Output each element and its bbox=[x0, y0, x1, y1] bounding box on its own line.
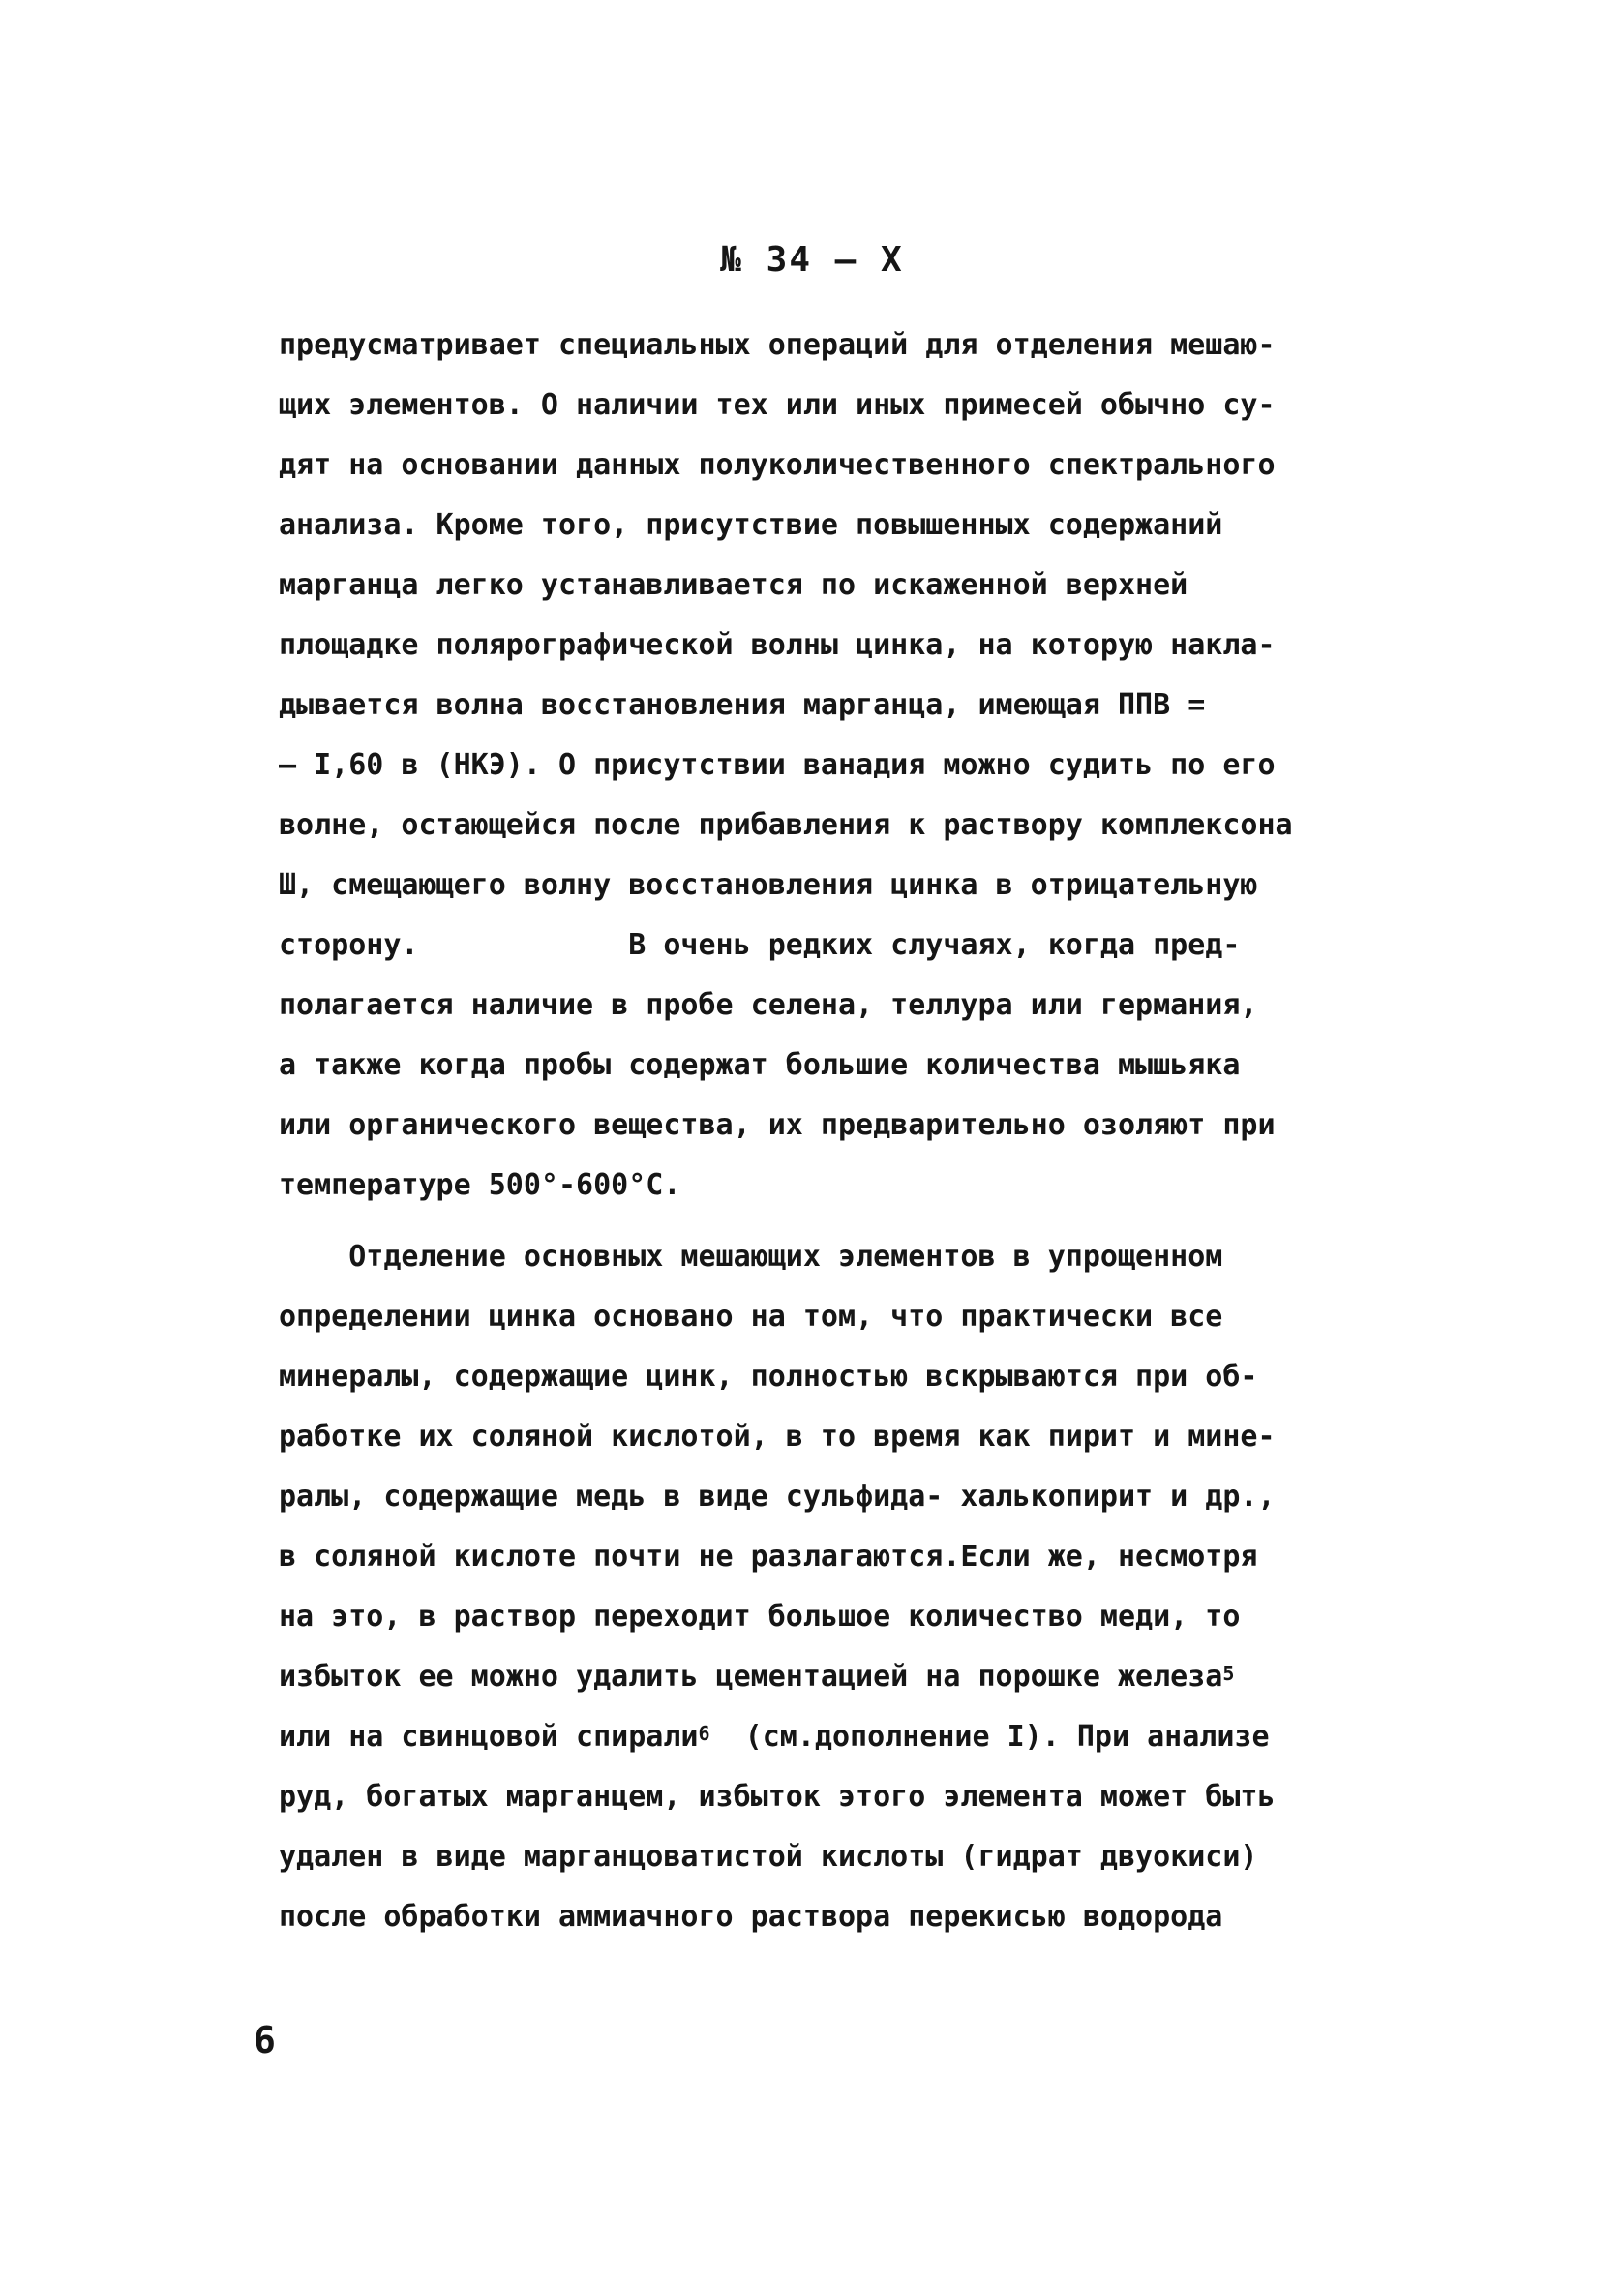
text-line: ралы, содержащие медь в виде сульфида- халькопирит и др., bbox=[279, 1480, 1276, 1514]
text-line: волне, остающейся после прибавления к раствору комплексона bbox=[279, 808, 1293, 842]
line-text: избыток ее можно удалить цементацией на порошке железа bbox=[279, 1660, 1223, 1694]
footnote-ref: 6 bbox=[698, 1722, 710, 1745]
body-text bbox=[279, 316, 1363, 1947]
text-line: предусматривает специальных операций для отделения мешаю- bbox=[279, 328, 1276, 362]
footnote-ref: 5 bbox=[1222, 1662, 1235, 1685]
text-line: работке их соляной кислотой, в то время как пирит и мине- bbox=[279, 1420, 1276, 1454]
text-line: после обработки аммиачного раствора перекисью водорода bbox=[279, 1900, 1223, 1934]
text-line: в соляной кислоте почти не разлагаются.Если же, несмотря bbox=[279, 1540, 1258, 1574]
text-line: температуре 500°-600°С. bbox=[279, 1168, 681, 1202]
text-line: марганца легко устанавливается по искаженной верхней bbox=[279, 568, 1188, 602]
text-line: или органического вещества, их предварительно озоляют при bbox=[279, 1108, 1276, 1142]
text-line: на это, в раствор переходит большое количество меди, то bbox=[279, 1600, 1241, 1634]
line-text: или на свинцовой спирали bbox=[279, 1720, 699, 1754]
text-line: Ш, смещающего волну восстановления цинка в отрицательную bbox=[279, 868, 1258, 902]
text-line: удален в виде марганцоватистой кислоты (гидрат двуокиси) bbox=[279, 1840, 1258, 1874]
text-line: полагается наличие в пробе селена, теллура или германия, bbox=[279, 988, 1258, 1022]
text-line: минералы, содержащие цинк, полностью вскрываются при об- bbox=[279, 1360, 1258, 1394]
document-number-header: № 34 – X bbox=[720, 240, 904, 280]
line-text-tail: (см.дополнение I). При анализе bbox=[709, 1720, 1270, 1754]
page-number: 6 bbox=[254, 2019, 276, 2061]
text-line: Отделение основных мешающих элементов в упрощенном bbox=[279, 1240, 1223, 1274]
text-line: – I,60 в (НКЭ). О присутствии ванадия можно судить по его bbox=[279, 748, 1276, 782]
text-line: площадке полярографической волны цинка, на которую накла- bbox=[279, 628, 1276, 662]
text-line: руд, богатых марганцем, избыток этого элемента может быть bbox=[279, 1780, 1276, 1814]
text-line: определении цинка основано на том, что практически все bbox=[279, 1300, 1223, 1334]
text-line: дывается волна восстановления марганца, имеющая ППВ = bbox=[279, 688, 1206, 722]
text-line: а также когда пробы содержат большие количества мышьяка bbox=[279, 1048, 1241, 1082]
text-line: сторону. В очень редких случаях, когда пред- bbox=[279, 928, 1241, 962]
text-line-with-footnote bbox=[279, 1707, 1363, 1767]
text-line: дят на основании данных полуколичественного спектрального bbox=[279, 448, 1276, 482]
text-line: анализа. Кроме того, присутствие повышенных содержаний bbox=[279, 508, 1223, 542]
text-line-with-footnote bbox=[279, 1647, 1363, 1707]
text-line: щих элементов. О наличии тех или иных примесей обычно су- bbox=[279, 388, 1276, 422]
